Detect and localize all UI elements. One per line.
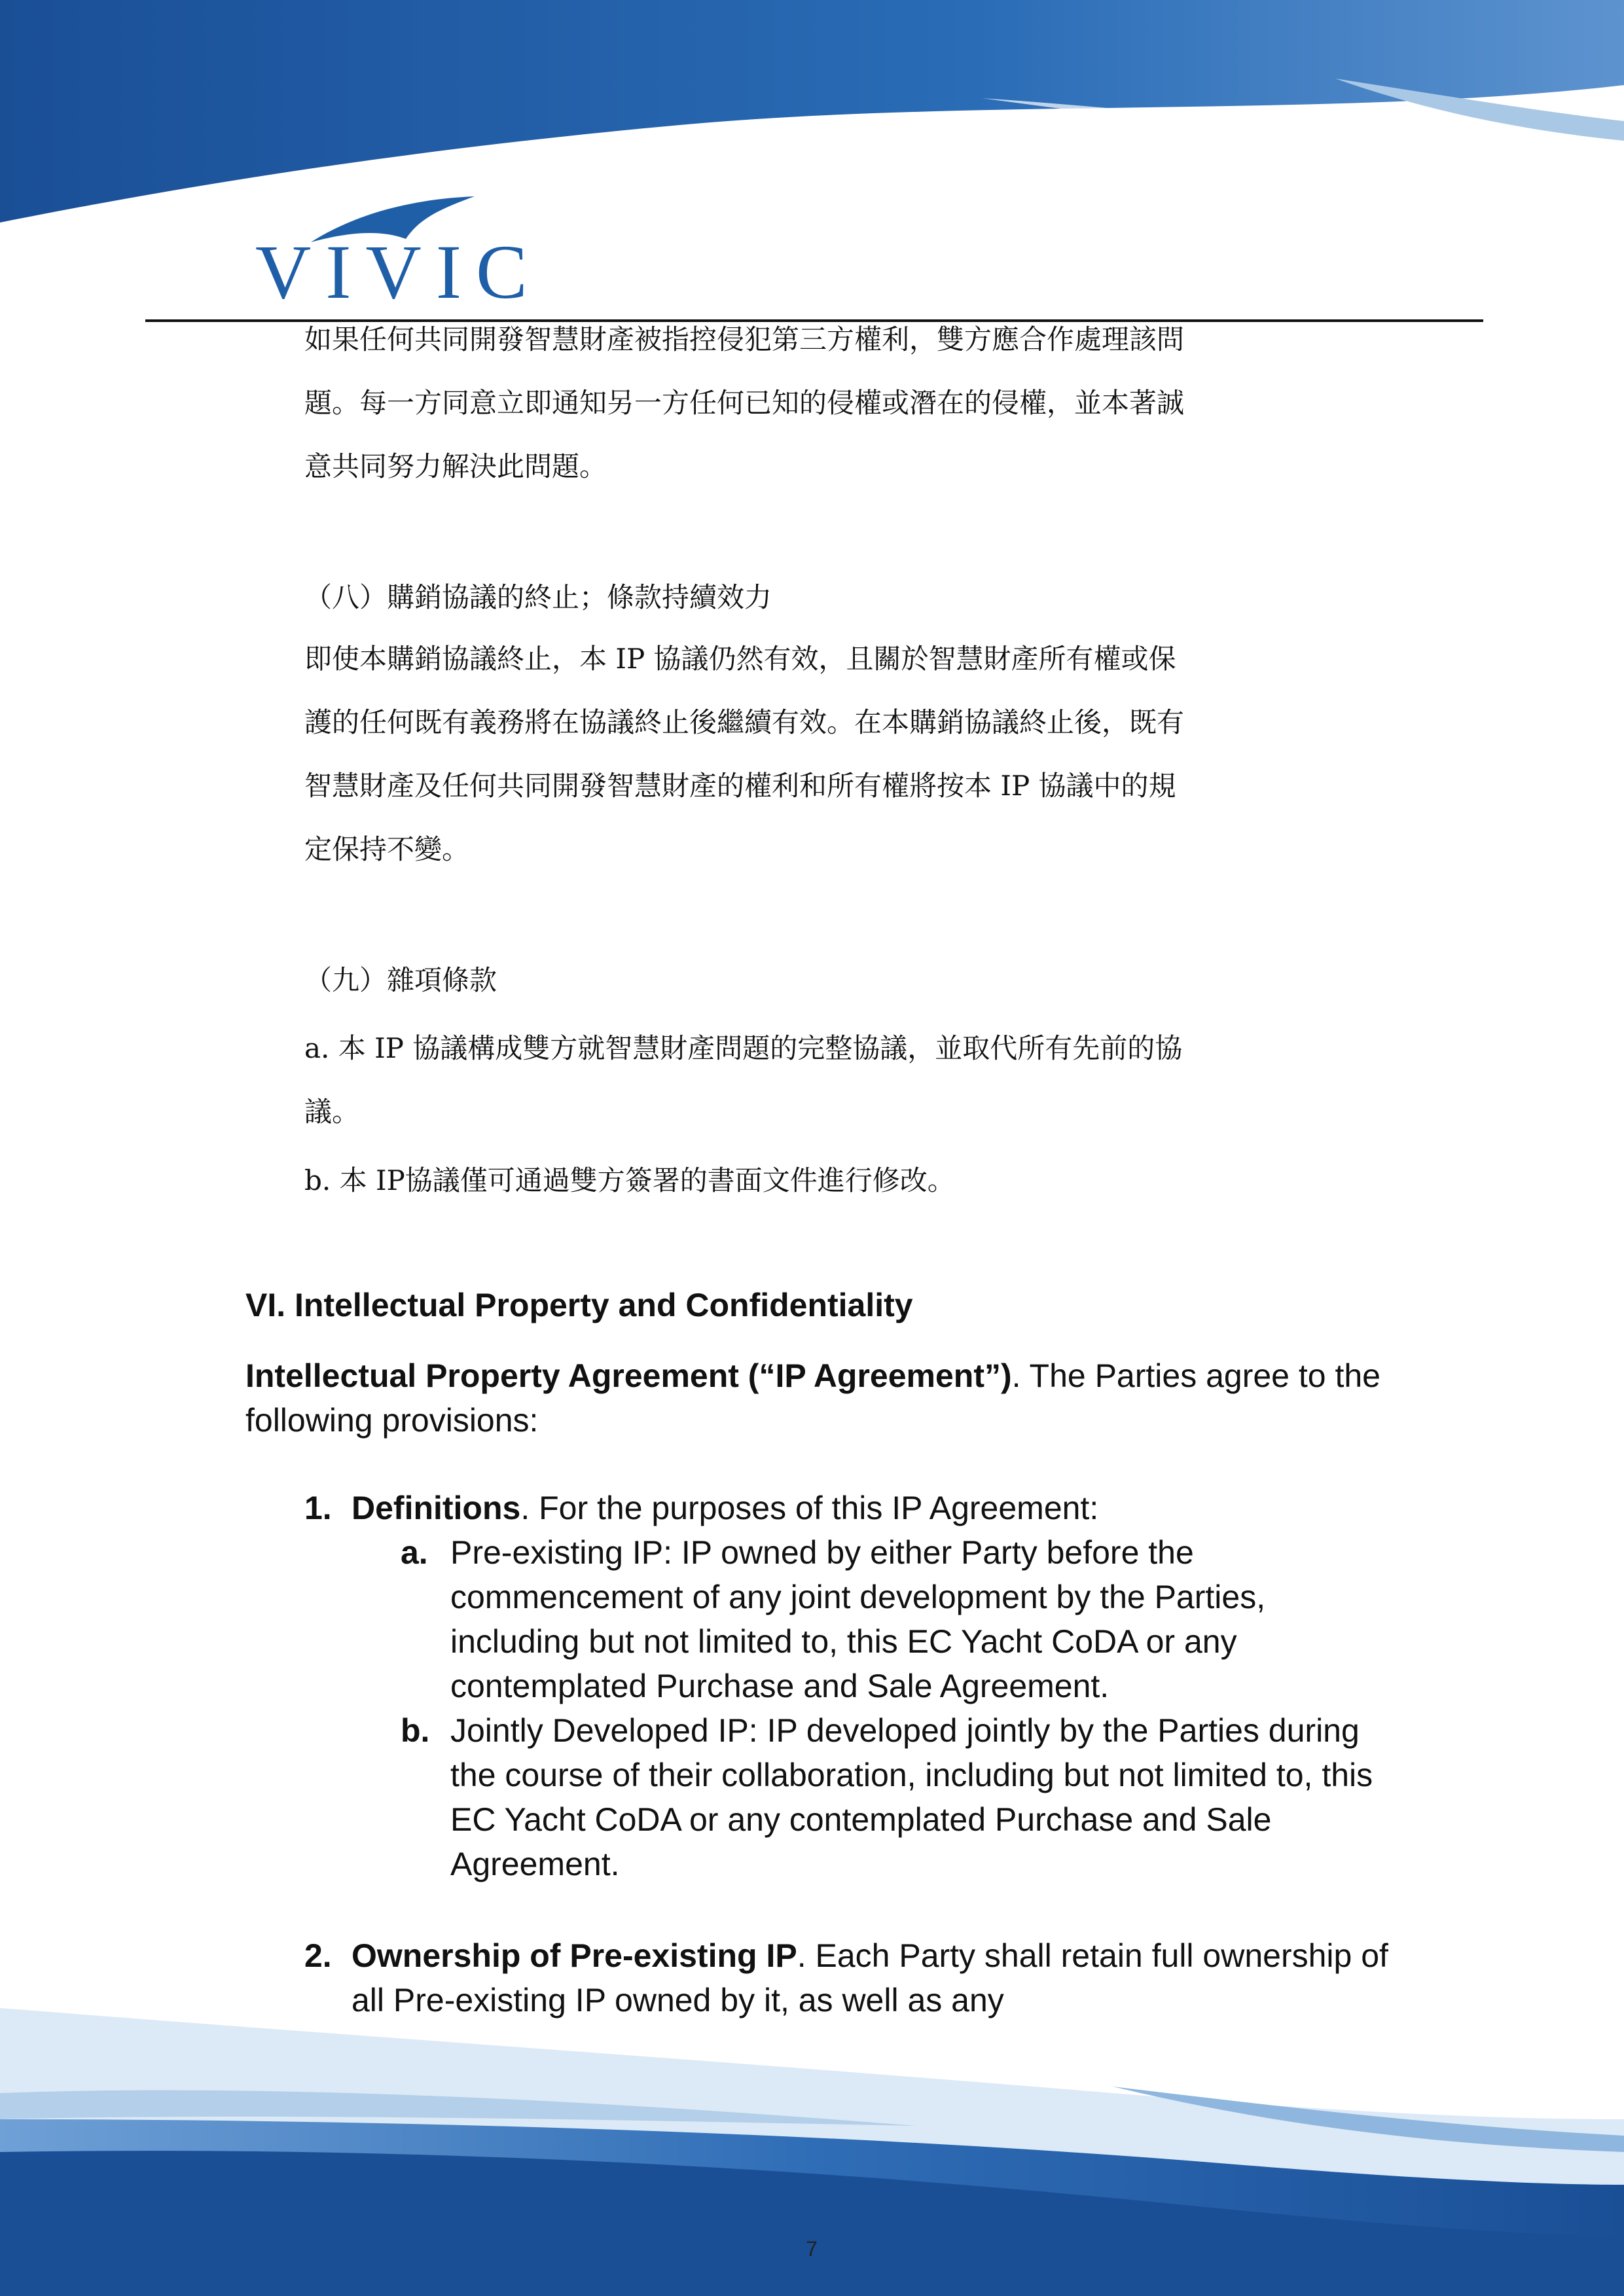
item-text: Pre-existing IP: IP owned by either Party before the commencement of any joint development by the Parties, including but not limited to, this EC Yacht CoDA or any contemplated Purchase and Sale Agreement.	[450, 1534, 1266, 1704]
text-line: b. 本 IP協議僅可通過雙方簽署的書面文件進行修改。	[304, 1164, 955, 1196]
zh-item-b	[304, 1149, 1365, 1212]
text-line: 即使本購銷協議終止，本 IP 協議仍然有效，且關於智慧財產所有權或保	[304, 643, 1176, 675]
text-line: 定保持不變。	[304, 833, 470, 865]
item-number: 1.	[304, 1490, 332, 1526]
text-line: 題。每一方同意立即通知另一方任何已知的侵權或潛在的侵權，並本著誠	[304, 387, 1185, 419]
intro-text: . The Parties agree to the following provisions:	[245, 1357, 1380, 1439]
definition-jointly-developed-ip	[401, 1708, 1396, 1886]
item-text: . Each Party shall retain full ownership of all Pre-existing IP owned by it, as well as any	[352, 1937, 1388, 2018]
text-line: 意共同努力解決此問題。	[304, 450, 607, 482]
vivic-logo	[255, 193, 542, 315]
item-number: 2.	[304, 1937, 332, 1974]
text-line: 如果任何共同開發智慧財產被指控侵犯第三方權利，雙方應合作處理該問	[304, 323, 1185, 355]
item-letter: b.	[401, 1712, 430, 1749]
logo-wordmark: VIVIC	[255, 229, 542, 315]
item-title: Ownership of Pre-existing IP	[352, 1937, 797, 1974]
item-letter: a.	[401, 1534, 428, 1571]
zh-item-a	[304, 1016, 1365, 1143]
definitions-item	[304, 1486, 1417, 1530]
text-line: a. 本 IP 協議構成雙方就智慧財產問題的完整協議，並取代所有先前的協	[304, 1032, 1183, 1064]
item-title: Definitions	[352, 1490, 521, 1526]
section-title: VI. Intellectual Property and Confidentiality	[245, 1287, 913, 1323]
header-wave-graphic	[0, 0, 1624, 249]
definition-pre-existing-ip	[401, 1530, 1396, 1708]
text-line: 議。	[304, 1096, 360, 1128]
item-text: Jointly Developed IP: IP developed jointly by the Parties during the course of their collaboration, including but not limited to, this EC Yacht CoDA or any contemplated Purchase and Sale Agreement.	[450, 1712, 1373, 1882]
intro-paragraph	[245, 1354, 1391, 1443]
text-line: 智慧財產及任何共同開發智慧財產的權利和所有權將按本 IP 協議中的規	[304, 770, 1176, 802]
intro-term: Intellectual Property Agreement (“IP Agreement”)	[245, 1357, 1012, 1394]
zh-heading-miscellaneous: （九）雜項條款	[304, 964, 497, 996]
zh-heading-termination: （八）購銷協議的終止；條款持續效力	[304, 581, 772, 613]
item-text: . For the purposes of this IP Agreement:	[520, 1490, 1099, 1526]
text-line: 護的任何既有義務將在協議終止後繼續有效。在本購銷協議終止後，既有	[304, 706, 1185, 738]
page-number: 7	[806, 2237, 818, 2261]
zh-paragraph-termination	[304, 627, 1365, 881]
zh-paragraph-infringement	[304, 308, 1365, 498]
